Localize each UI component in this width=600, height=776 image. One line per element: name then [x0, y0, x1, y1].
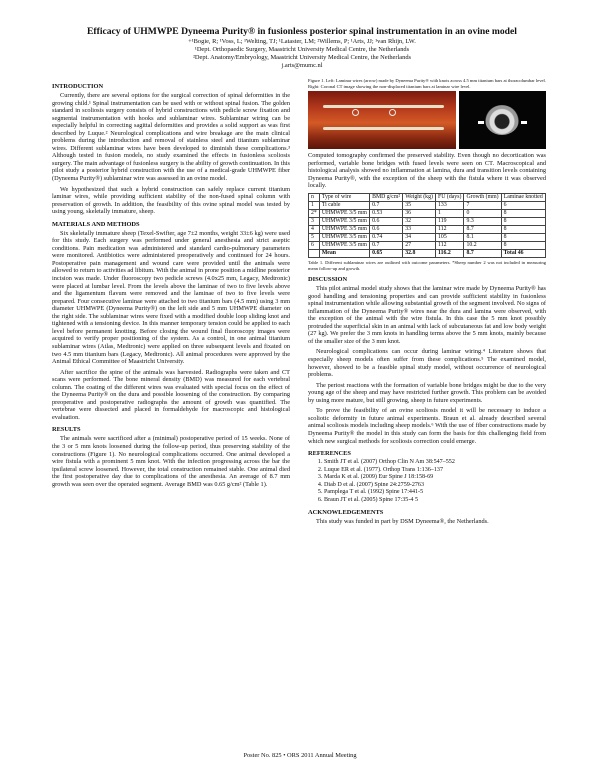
- reference-item: 2. Luque ER et al. (1977). Orthop Trans 1:136–137: [324, 467, 546, 475]
- intro-paragraph: Currently, there are several options for the surgical correction of spinal deformities in the growing child.¹ Spinal instrumentation can be used with or without spinal fusion. The golden standard in scoliosis surgery consists of hybrid constructions with pedicle screw fixation and segmental instrumentation with hooks and sublaminar wires. Sublaminar wiring can be especially helpful in correcting sagittal deformities and provides a solid support as was first described by Luque.² Neurological complications and wire breakage are the main clinical problems during the introduction and removal of stainless steel and titanium sublaminar wires. Different sublaminar wires have been developed to diminish these complications.³ Although tested in fusion models, no study examined the effects in fusionless scoliosis surgery. The main advantage of fusionless surgery is the ability of growth continuation. In this pilot study a posterior hybrid construction with the use of a medical-grade UHMWPE fiber (Dyneema Purity®) sublaminar wire was assessed in an ovine model.: [52, 92, 290, 183]
- table-cell: 116.2: [436, 249, 464, 257]
- table-cell: 10.2: [464, 241, 501, 249]
- acknowledgements-heading: ACKNOWLEDGEMENTS: [308, 509, 384, 517]
- reference-item: 1. Smith JT et al. (2007) Orthop Clin N Am 38:547–552: [324, 459, 546, 467]
- page-footer: Poster No. 825 • ORS 2011 Annual Meeting: [243, 752, 357, 759]
- table-cell: Ti cable: [319, 201, 369, 209]
- table-row: [309, 201, 546, 209]
- table-cell: 112: [436, 241, 464, 249]
- titanium-bar: [323, 105, 444, 108]
- table-header: Type of wire: [319, 193, 369, 201]
- results-heading: RESULTS: [52, 426, 81, 434]
- table-cell: 8.7: [464, 249, 501, 257]
- table-caption: Table 1. Different sublaminar wires are outlined with outcome parameters. *Sheep number 2 was not included in measuring mean follow-up and growth.: [308, 259, 546, 271]
- table-mean-row: [309, 249, 546, 257]
- table-cell: UHMWPE 3/5 mm: [319, 233, 369, 241]
- table-cell: 8.7: [464, 225, 501, 233]
- table-cell: 34: [403, 233, 436, 241]
- table-cell: UHMWPE 3/5 mm: [319, 209, 369, 217]
- surgical-photo: [308, 91, 456, 149]
- reference-item: 3. Marda K et al. (2009) Eur Spine J 18:158-69: [324, 474, 546, 482]
- bar-marker: [478, 121, 484, 124]
- results-paragraph: The animals were sacrificed after a (minimal) postoperative period of 15 weeks. None of the 3 or 5 mm knots loosened during the follow-up period, thus preserving stability of the constructions (Figure 1). No neurological complications occurred. One animal developed a wire fistula with a prominent 5 mm knot. With the infection progressing across the bar the ipsilateral screw loosened. However, the total construction remained stable. One animal died the first postoperative day due to complications of the anesthesia. An average of 8.7 mm growth was seen over the operated segment. Average BMD was 0.65 g/cm² (Table 1).: [52, 435, 290, 488]
- table-cell: 119: [436, 217, 464, 225]
- contact-email: j.arts@mumc.nl: [281, 62, 323, 69]
- reference-item: 5. Pamplega T et al. (1992) Spine 17:441-5: [324, 489, 546, 497]
- table-row: [309, 233, 546, 241]
- reference-list: [308, 459, 546, 504]
- table-row: [309, 225, 546, 233]
- figure-1: [308, 91, 546, 149]
- table-cell: 27: [403, 241, 436, 249]
- reference-item: 4. Diab D et al. (2007) Spine 24:2759-2763: [324, 482, 546, 490]
- figure-caption: Figure 1. Left: Laminar wires (arrow) made by Dyneema Purity® with knots across 4.5 mm titanium bars at thoracolumbar level. Right: Coronal CT image showing the non-displaced titanium bars at laminar wire level.: [308, 78, 546, 89]
- wire-knot: [389, 109, 396, 116]
- bar-marker: [521, 121, 527, 124]
- table-row: [309, 217, 546, 225]
- table-cell: 8: [501, 233, 545, 241]
- ct-image: [459, 91, 546, 149]
- table-cell: UHMWPE 3/5 mm: [319, 241, 369, 249]
- results-continued: Computed tomography confirmed the preserved stability. Even though no decortication was performed, variable bone bridges with fused levels were seen on CT. Macroscopical and histological analysis showed no inflammation at lamina, dura and transition levels containing Dyneema Purity®, with the exception of the sheep with the fistula where it was observed locally.: [308, 152, 546, 190]
- table-cell: 0.6: [370, 217, 403, 225]
- table-cell: 0.65: [370, 249, 403, 257]
- header: [52, 26, 552, 70]
- author-list: +¹Bogie, R; ¹Voss, L; ¹Welting, TJ; ¹Lataster, LM; ²Willems, P; ¹Arts, JJ; ¹van Rhijn, LW.: [188, 38, 416, 45]
- table-cell: 9.3: [464, 217, 501, 225]
- table-cell: 8.1: [464, 233, 501, 241]
- table-cell: 133: [436, 201, 464, 209]
- table-cell: 8: [501, 217, 545, 225]
- table-cell: 7: [464, 201, 501, 209]
- table-row: [309, 209, 546, 217]
- table-header: BMD g/cm²: [370, 193, 403, 201]
- table-cell: Mean: [319, 249, 369, 257]
- discussion-heading: DISCUSSION: [308, 276, 348, 284]
- table-cell: 6: [309, 241, 320, 249]
- table-cell: 1: [309, 201, 320, 209]
- discussion-paragraph: Neurological complications can occur during laminar wiring.⁴ Literature shows that especially sheep models often suffer from these complications.⁵ The examined model, however, showed to be a feasible spinal study model, without occurrence of neurological problems.: [308, 348, 546, 379]
- table-cell: 0.7: [370, 201, 403, 209]
- table-cell: 3: [309, 217, 320, 225]
- methods-paragraph: After sacrifice the spine of the animals was harvested. Radiographs were taken and CT scans were performed. The bone mineral density (BMD) was measured for each vertebral column. The coating of the different wires was evaluated with special focus on the effect of the Dyneema Purity® on the dura and possible loosening of the construction. By comparing preoperative and postoperative radiographs the amount of growth was quantified. The vertebrae were dissected and placed in formaldehyde for macroscopic and histological evaluation.: [52, 368, 290, 421]
- table-header: FU (days): [436, 193, 464, 201]
- discussion-paragraph: This pilot animal model study shows that the laminar wire made by Dyneema Purity® has good handling and tensioning properties and can provide sufficient stability in fusionless spinal instrumentation while allowing substantial growth of the segment involved. No signs of inflammation of the Dyneema Purity® wires near the dura and lamina were observed, with the exception of the animal with the wire fistula. In this case the 5 mm knot possibly protruded the superficial skin in an animal with lack of subcutaneous fat and low body weight (27 kg). We prefer the 3 mm knots in handling terms above the 5 mm knots, mainly because of the smaller size of the 3 mm knot.: [308, 285, 546, 345]
- table-cell: 0.53: [370, 209, 403, 217]
- discussion-paragraph: To prove the feasibility of an ovine scoliosis model it will be necessary to induce a scoliotic deformity in future animal experiments. Braun et al. already described several animal scoliosis models including sheep models.⁶ With the use of fiber constructions made by Dyneema Purity® the model in this study can form the basis for this challenging field from which new surgical methods for scoliosis correction could emerge.: [308, 407, 546, 445]
- right-column: [308, 78, 546, 529]
- paper-title: Efficacy of UHMWPE Dyneema Purity® in fusionless posterior spinal instrumentation in an ovine model: [87, 26, 517, 37]
- left-column: [52, 78, 290, 491]
- intro-heading: INTRODUCTION: [52, 83, 104, 90]
- vertebra-section: [485, 105, 519, 135]
- table-cell: 0.74: [370, 233, 403, 241]
- reference-item: 6. Braun JT et al. (2005) Spine 17:35-4 5: [324, 497, 546, 505]
- titanium-bar: [323, 127, 444, 130]
- table-cell: 33: [403, 225, 436, 233]
- table-cell: 35: [403, 201, 436, 209]
- methods-paragraph: Six skeletally immature sheep (Texel-Swifter, age 7±2 months, weight 33±6 kg) were used for this study. Each surgery was performed under general anesthesia and strict aseptic conditions. Pain medication was administered and standard cardio-pulmonary parameters were monitored. Antibiotics were administered preoperatively and continued for 24 hours. Postoperative pain management and wound care were provided until the animals were allowed to return to activities ad libitum. With the animal in prone position a midline posterior incision was made. Under fluoroscopy two pedicle screws (4.0x25 mm, Legacy, Medtronic) were placed at lumbar level. From the levels above the laminae of two to five levels above and the ligamentum flavum were removed and the laminae of two to five levels were prepared. Four consecutive laminae were attached to two titanium bars (4.5 mm) using 3 mm diameter UHMWPE (Dyneema Purity®) on the left side and 5 mm UHMWPE diameter on the right side. The sublaminar wires were fixed with a modified double loop sliding knot and tightened with a tensioning device. In this manner temporary tension could be applied to each level before permanent knotting. Before closing the wound final fluoroscopy images were acquired to verify proper positioning of the system. As a control, in one animal titanium sublaminar wires (Atlas, Medtronic) were applied on three subsequent levels and fixated on two 4.5 mm titanium bars (Legacy, Medtronic). All animal procedures were approved by the Animal Ethical Committee of Maastricht University.: [52, 229, 290, 366]
- table-header-row: [309, 193, 546, 201]
- table-cell: 112: [436, 225, 464, 233]
- table-header: Growth (mm): [464, 193, 501, 201]
- table-cell: 1: [436, 209, 464, 217]
- table-header: n: [309, 193, 320, 201]
- table-cell: 8: [501, 209, 545, 217]
- table-cell: [309, 249, 320, 257]
- table-cell: 0.7: [370, 241, 403, 249]
- table-cell: 32.8: [403, 249, 436, 257]
- table-cell: 2*: [309, 209, 320, 217]
- table-header: Laminae knotted: [501, 193, 545, 201]
- discussion-paragraph: The periost reactions with the formation of variable bone bridges might be due to the very young age of the sheep and may have restricted further growth. This problem can be avoided by using more mature, but still growing, sheep in future experiments.: [308, 381, 546, 404]
- table-cell: UHMWPE 3/5 mm: [319, 225, 369, 233]
- table-cell: 0.6: [370, 225, 403, 233]
- wire-knot: [352, 109, 359, 116]
- table-cell: 6: [501, 201, 545, 209]
- table-cell: 32: [403, 217, 436, 225]
- table-cell: 8: [501, 241, 545, 249]
- table-cell: 4: [309, 225, 320, 233]
- intro-paragraph: We hypothesized that such a hybrid construction can safely replace current titanium laminar wires, while providing sufficient stability of the non-fused spinal column with preservation of growth. In addition, the feasibility of this ovine spinal model was tested by using young, skeletally immature, sheep.: [52, 185, 290, 216]
- references-heading: REFERENCES: [308, 450, 351, 458]
- table-header: Weight (kg): [403, 193, 436, 201]
- table-cell: 105: [436, 233, 464, 241]
- affiliation-1: ¹Dept. Orthopaedic Surgery, Maastricht University Medical Centre, the Netherlands: [194, 46, 410, 53]
- results-table: [308, 193, 546, 258]
- table-cell: 36: [403, 209, 436, 217]
- table-row: [309, 241, 546, 249]
- table-cell: 5: [309, 233, 320, 241]
- affiliation-2: ²Dept. Anatomy/Embryology, Maastricht University Medical Centre, the Netherlands: [192, 54, 412, 61]
- acknowledgements-text: This study was funded in part by DSM Dyneema®, the Netherlands.: [316, 518, 489, 526]
- table-cell: Total 46: [501, 249, 545, 257]
- table-cell: 8: [501, 225, 545, 233]
- table-cell: UHMWPE 3/5 mm: [319, 217, 369, 225]
- table-cell: 0: [464, 209, 501, 217]
- methods-heading: MATERIALS AND METHODS: [52, 220, 140, 228]
